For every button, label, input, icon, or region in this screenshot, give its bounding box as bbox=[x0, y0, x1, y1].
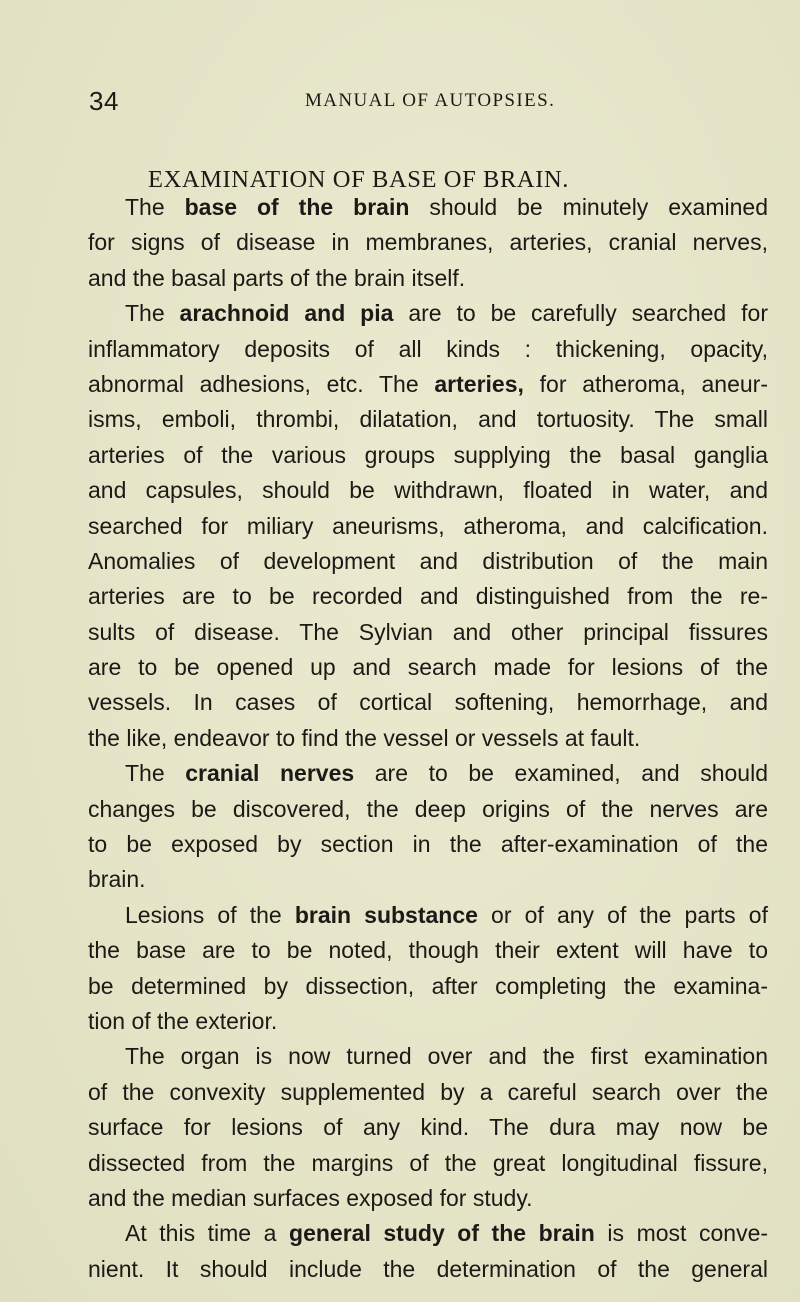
text-line bbox=[88, 650, 768, 685]
text-run: The organ is now turned over and the first examination bbox=[125, 1043, 768, 1070]
text-run: isms, emboli, thrombi, dilatation, and tortuosity. The small bbox=[88, 406, 768, 433]
text-run: to be exposed by section in the after-examination of the bbox=[88, 831, 768, 858]
text-line bbox=[88, 827, 768, 862]
text-run: the base are to be noted, though their extent will have to bbox=[88, 937, 768, 964]
text-line bbox=[88, 1004, 768, 1039]
text-run: changes be discovered, the deep origins of the nerves are bbox=[88, 795, 768, 822]
text-line bbox=[88, 898, 768, 933]
text-run: abnormal adhesions, etc. The bbox=[88, 370, 435, 397]
text-run: should be minutely examined bbox=[409, 194, 768, 220]
text-line bbox=[88, 190, 768, 225]
text-line bbox=[88, 1252, 768, 1287]
text-run: Lesions of the bbox=[125, 901, 295, 928]
text-line bbox=[88, 685, 768, 720]
section-heading: EXAMINATION OF BASE OF BRAIN. bbox=[148, 166, 569, 193]
text-run: The bbox=[125, 760, 186, 787]
text-run: nient. It should include the determination of the general bbox=[88, 1255, 768, 1282]
text-line bbox=[88, 1075, 768, 1110]
text-run: inflammatory deposits of all kinds : thickening, opacity, bbox=[88, 335, 768, 362]
text-run: searched for miliary aneurisms, atheroma, and calcification. bbox=[88, 512, 768, 539]
text-line bbox=[88, 1146, 768, 1181]
text-run: be determined by dissection, after completing the examina- bbox=[88, 972, 768, 999]
emphasized-term: cranial nerves bbox=[185, 760, 355, 787]
text-run: arteries are to be recorded and distinguished from the re- bbox=[88, 583, 768, 610]
text-line bbox=[88, 1181, 768, 1216]
text-run: The bbox=[125, 300, 180, 327]
emphasized-term: brain substance bbox=[294, 901, 478, 928]
text-line bbox=[88, 1039, 768, 1074]
text-line bbox=[88, 332, 768, 367]
text-run: Anomalies of development and distribution of the main bbox=[88, 547, 768, 574]
text-line bbox=[88, 473, 768, 508]
text-run: and the basal parts of the brain itself. bbox=[88, 264, 466, 291]
text-line bbox=[88, 792, 768, 827]
text-line bbox=[88, 296, 768, 331]
text-run: The bbox=[125, 194, 185, 220]
text-run: At this time a bbox=[125, 1220, 290, 1247]
text-line bbox=[88, 402, 768, 437]
text-line bbox=[88, 261, 768, 296]
text-line bbox=[88, 544, 768, 579]
emphasized-term: arachnoid and pia bbox=[179, 300, 394, 327]
text-run: are to be carefully searched for bbox=[393, 300, 768, 327]
text-line bbox=[88, 756, 768, 791]
emphasized-term: general study of the brain bbox=[289, 1220, 595, 1247]
text-line bbox=[88, 862, 768, 897]
text-run: the like, endeavor to find the vessel or vessels at fault. bbox=[88, 724, 641, 751]
text-run: vessels. In cases of cortical softening, hemorrhage, and bbox=[88, 689, 768, 716]
text-run: arteries of the various groups supplying the basal ganglia bbox=[88, 441, 768, 468]
text-run: dissected from the margins of the great longitudinal fissure, bbox=[88, 1149, 768, 1176]
body-text bbox=[88, 190, 768, 1287]
text-run: sults of disease. The Sylvian and other principal fissures bbox=[88, 618, 768, 645]
page-header bbox=[0, 86, 800, 116]
text-run: brain. bbox=[88, 866, 146, 893]
text-run: surface for lesions of any kind. The dura may now be bbox=[88, 1114, 768, 1141]
text-line bbox=[88, 438, 768, 473]
text-line bbox=[88, 969, 768, 1004]
text-line bbox=[88, 367, 768, 402]
text-run: and the median surfaces exposed for study. bbox=[88, 1184, 533, 1211]
text-line bbox=[88, 1216, 768, 1251]
text-run: are to be examined, and should bbox=[354, 760, 768, 787]
emphasized-term: arteries, bbox=[434, 370, 524, 397]
text-line bbox=[88, 509, 768, 544]
emphasized-term: base of the brain bbox=[184, 194, 410, 220]
text-run: tion of the exterior. bbox=[88, 1007, 278, 1034]
running-head: MANUAL OF AUTOPSIES. bbox=[305, 90, 556, 111]
text-line bbox=[88, 579, 768, 614]
text-run: for atheroma, aneur- bbox=[523, 370, 769, 397]
text-run: and capsules, should be withdrawn, floated in water, and bbox=[88, 477, 768, 504]
page-number: 34 bbox=[89, 86, 119, 116]
text-run: for signs of disease in membranes, arteries, cranial nerves, bbox=[88, 229, 768, 256]
text-line bbox=[88, 933, 768, 968]
text-line bbox=[88, 615, 768, 650]
text-run: are to be opened up and search made for lesions of the bbox=[88, 654, 768, 681]
text-line bbox=[88, 225, 768, 260]
text-line bbox=[88, 721, 768, 756]
text-line bbox=[88, 1110, 768, 1145]
text-run: or of any of the parts of bbox=[477, 901, 768, 928]
text-run: is most conve- bbox=[594, 1220, 769, 1247]
text-run: of the convexity supplemented by a careful search over the bbox=[88, 1078, 768, 1105]
